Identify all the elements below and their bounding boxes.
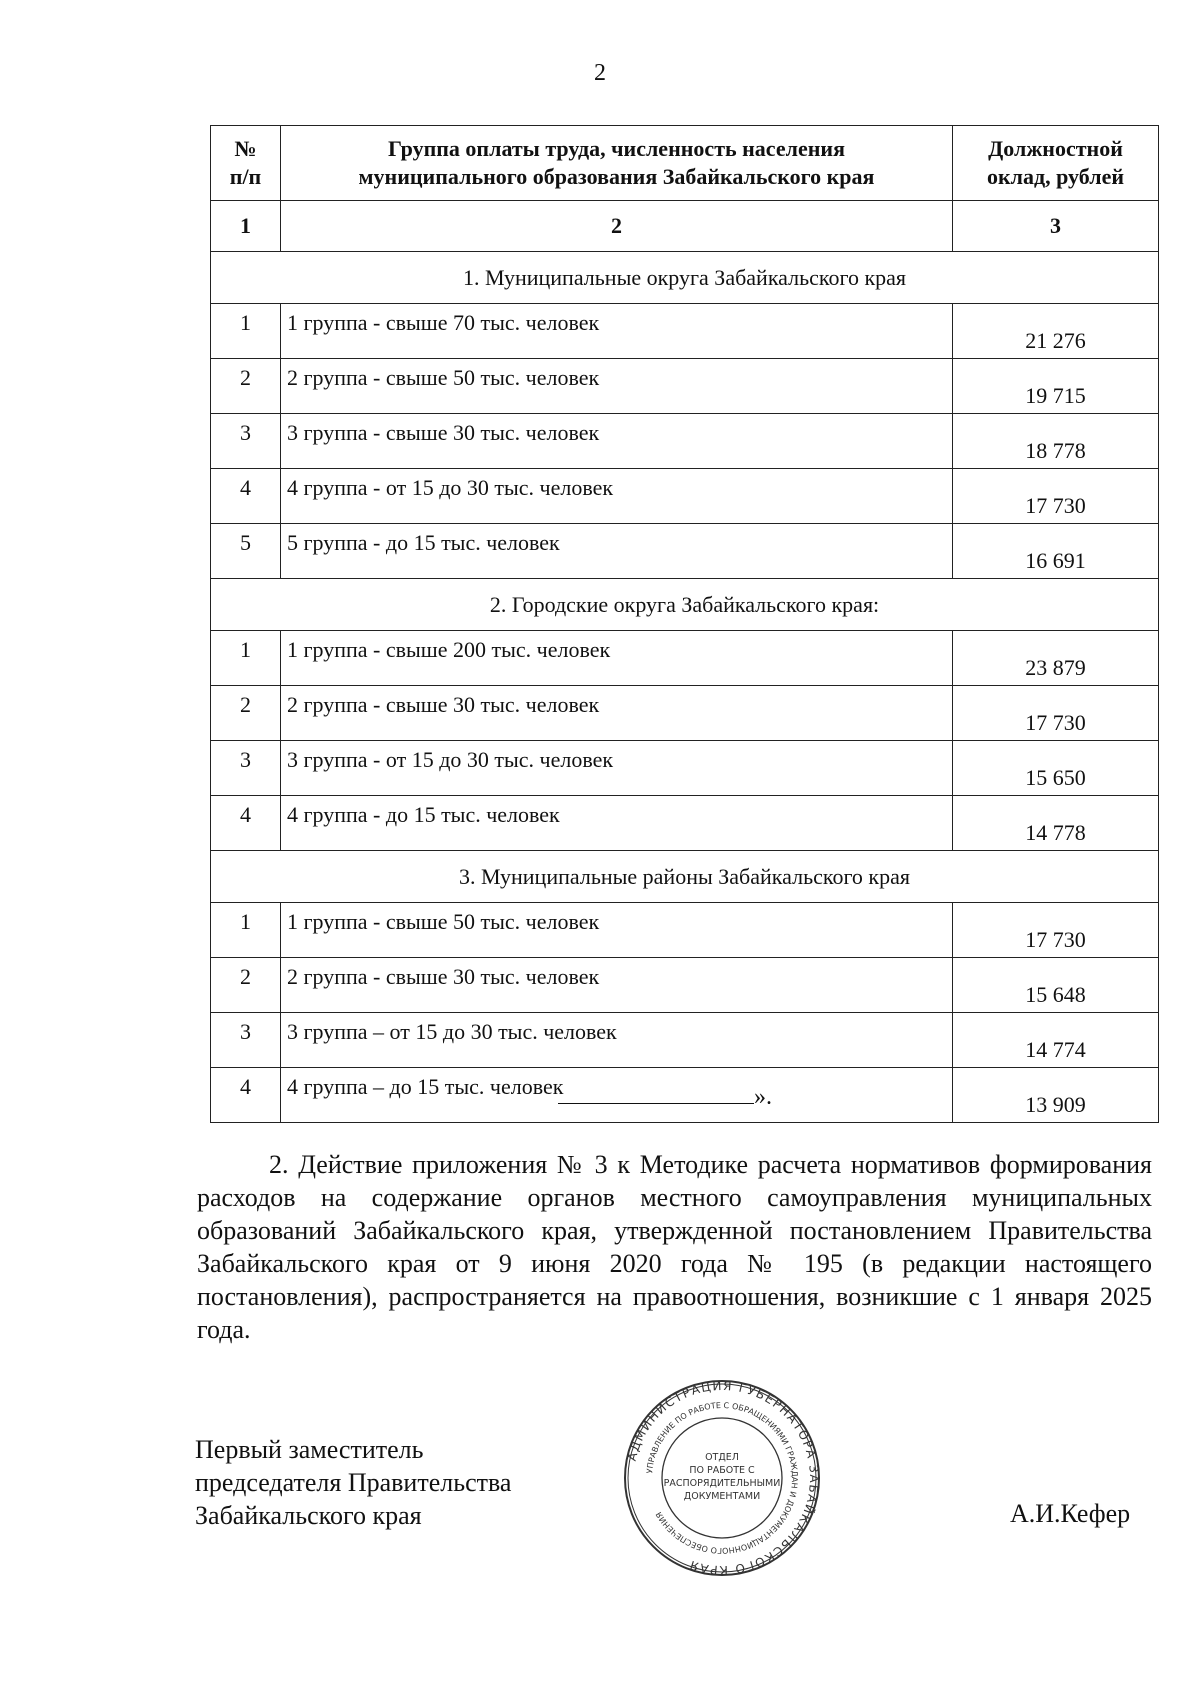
- row-salary: 16 691: [953, 524, 1159, 579]
- svg-text:УПРАВЛЕНИЕ ПО РАБОТЕ С ОБРАЩЕН: УПРАВЛЕНИЕ ПО РАБОТЕ С ОБРАЩЕНИЯМИ ГРАЖДАН И ДОКУМЕНТАЦИОННОГО ОБЕСПЕЧЕНИЯ: [645, 1400, 800, 1556]
- official-stamp: [622, 1378, 822, 1578]
- table-row: [211, 1013, 1159, 1068]
- row-number: 3: [211, 741, 281, 796]
- signatory-line: Первый заместитель: [195, 1435, 424, 1464]
- row-number: 5: [211, 524, 281, 579]
- row-salary: 13 909: [953, 1068, 1159, 1123]
- row-group: 1 группа - свыше 50 тыс. человек: [281, 903, 953, 958]
- row-group: 5 группа - до 15 тыс. человек: [281, 524, 953, 579]
- row-number: 2: [211, 686, 281, 741]
- row-number: 2: [211, 359, 281, 414]
- signatory-name: А.И.Кефер: [1010, 1499, 1131, 1528]
- table-row: [211, 631, 1159, 686]
- row-salary: 14 774: [953, 1013, 1159, 1068]
- row-salary: 15 650: [953, 741, 1159, 796]
- row-group: 4 группа - до 15 тыс. человек: [281, 796, 953, 851]
- header-group: Группа оплаты труда, численность населения муниципального образования Забайкальского края: [281, 126, 953, 201]
- svg-text:РАСПОРЯДИТЕЛЬНЫМИ: РАСПОРЯДИТЕЛЬНЫМИ: [663, 1478, 781, 1489]
- section-title: 3. Муниципальные районы Забайкальского края: [211, 851, 1159, 903]
- row-number: 4: [211, 1068, 281, 1123]
- row-number: 2: [211, 958, 281, 1013]
- section-row: [211, 252, 1159, 304]
- header-salary: Должностной оклад, рублей: [953, 126, 1159, 201]
- row-salary: 15 648: [953, 958, 1159, 1013]
- table-row: [211, 958, 1159, 1013]
- table-row: [211, 359, 1159, 414]
- column-index: 3: [953, 201, 1159, 252]
- row-group: 3 группа – от 15 до 30 тыс. человек: [281, 1013, 953, 1068]
- row-number: 1: [211, 304, 281, 359]
- page-number: 2: [594, 60, 606, 86]
- table-row: [211, 469, 1159, 524]
- svg-text:ОТДЕЛ: ОТДЕЛ: [705, 1452, 739, 1463]
- row-group: 2 группа - свыше 30 тыс. человек: [281, 958, 953, 1013]
- row-group: 2 группа - свыше 30 тыс. человек: [281, 686, 953, 741]
- signatory-line: председателя Правительства: [195, 1468, 512, 1497]
- row-salary: 23 879: [953, 631, 1159, 686]
- row-salary: 19 715: [953, 359, 1159, 414]
- section-row: [211, 579, 1159, 631]
- row-group: 3 группа - от 15 до 30 тыс. человек: [281, 741, 953, 796]
- column-index: 2: [281, 201, 953, 252]
- svg-text:АДМИНИСТРАЦИЯ ГУБЕРНАТОРА ЗАБА: АДМИНИСТРАЦИЯ ГУБЕРНАТОРА ЗАБАЙКАЛЬСКОГО КРАЯ: [624, 1378, 822, 1578]
- signatory-title: [195, 1433, 511, 1532]
- row-salary: 17 730: [953, 686, 1159, 741]
- row-group: 3 группа - свыше 30 тыс. человек: [281, 414, 953, 469]
- row-group: 1 группа - свыше 70 тыс. человек: [281, 304, 953, 359]
- closing-mark: ».: [558, 1083, 772, 1111]
- row-group: 4 группа - от 15 до 30 тыс. человек: [281, 469, 953, 524]
- body-paragraph: 2. Действие приложения № 3 к Методике расчета нормативов формирования расходов на содержание органов местного самоуправления муниципальных образований Забайкальского края, утвержденной постановлением Правительства Забайкальского края от 9 июня 2020 года № 195 (в редакции настоящего постановления), распространяется на правоотношения, возникшие с 1 января 2025 года.: [197, 1150, 1152, 1344]
- row-group: 2 группа - свыше 50 тыс. человек: [281, 359, 953, 414]
- row-group: 4 группа – до 15 тыс. человек: [281, 1068, 953, 1123]
- row-number: 4: [211, 796, 281, 851]
- section-row: [211, 851, 1159, 903]
- row-salary: 21 276: [953, 304, 1159, 359]
- row-number: 3: [211, 1013, 281, 1068]
- row-number: 4: [211, 469, 281, 524]
- header-number: № п/п: [211, 126, 281, 201]
- salary-table: [210, 125, 1159, 1123]
- row-number: 1: [211, 903, 281, 958]
- section-title: 2. Городские округа Забайкальского края:: [211, 579, 1159, 631]
- table-row: [211, 741, 1159, 796]
- svg-text:ПО РАБОТЕ С: ПО РАБОТЕ С: [689, 1465, 755, 1476]
- table-row: [211, 304, 1159, 359]
- row-group: 1 группа - свыше 200 тыс. человек: [281, 631, 953, 686]
- table-row: [211, 686, 1159, 741]
- svg-text:ДОКУМЕНТАМИ: ДОКУМЕНТАМИ: [683, 1491, 761, 1502]
- table-row: [211, 796, 1159, 851]
- section-title: 1. Муниципальные округа Забайкальского края: [211, 252, 1159, 304]
- row-salary: 17 730: [953, 469, 1159, 524]
- row-salary: 17 730: [953, 903, 1159, 958]
- row-number: 1: [211, 631, 281, 686]
- column-index: 1: [211, 201, 281, 252]
- table-header-row: [211, 126, 1159, 201]
- closing-underline: [558, 1083, 754, 1104]
- row-salary: 14 778: [953, 796, 1159, 851]
- signatory-line: Забайкальского края: [195, 1501, 422, 1530]
- table-row: [211, 903, 1159, 958]
- table-row: [211, 414, 1159, 469]
- table-row: [211, 524, 1159, 579]
- row-number: 3: [211, 414, 281, 469]
- row-salary: 18 778: [953, 414, 1159, 469]
- column-index-row: [211, 201, 1159, 252]
